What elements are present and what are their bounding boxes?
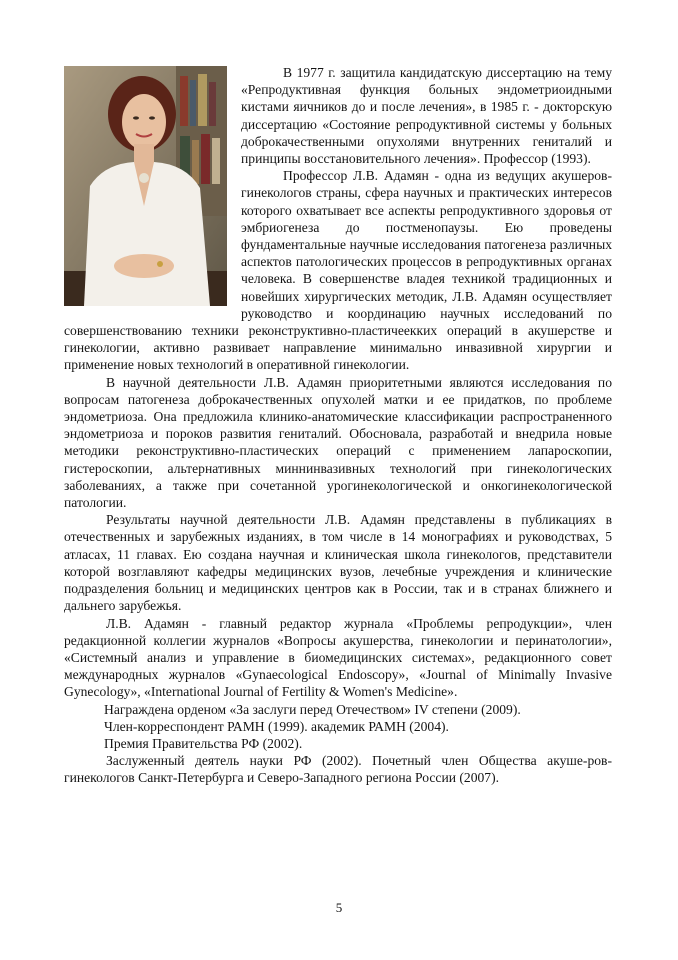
paragraph: В научной деятельности Л.В. Адамян приоритетными являются исследования по вопросам патогенеза доброкачественных опухолей матки и ее придатков, по проблеме эндометриоза. Она предложила клинико-анатомические классификации распространенного эндометриоза и пороков развития гениталий. Обосновала, разработай и внедрила новые методики реконструктивно-пластических операций с применением лапароскопии, гистероскопии, альтернативных миннинвазивных технологий при гинекологических заболеваниях, а также при сочетанной урогинекологической и онкогинекологической патологии. <box>64 374 612 511</box>
award-line: Награждена орденом «За заслуги перед Отечеством» IV степени (2009). <box>104 701 521 717</box>
portrait-illustration <box>64 66 227 306</box>
body-text <box>64 64 612 787</box>
paragraph: Профессор Л.В. Адамян - одна из ведущих акушеров-гинекологов страны, сфера научных и практических интересов которого охватывает все аспекты репродуктивного здоровья от эмбриогенеза до постменопаузы. Ею проведены фундаментальные научные исследования патогенеза различных аспектов патологических процессов в репродуктивных органах человека. В совершенстве владея техникой традиционных и новейших хирургических методик, Л.В. Адамян осуществляет руководство и координацию научных исследований по совершенствованию техники реконструктивно-пластичеекких операций в акушерстве и гинекологии, активно развивает направление минимально инвазивной хирургии и применение новых технологий в оперативной гинекологии. <box>64 168 612 373</box>
paragraph: В 1977 г. защитила кандидатскую диссертацию на тему «Репродуктивная функция больных эндометриоидными кистами яичников до и после лечения», в 1985 г. - докторскую диссертацию «Состояние репродуктивной системы у больных доброкачественными опухолями внутренних гениталий и принципы восстановительного лечения». Профессор (1993). <box>241 65 612 167</box>
page-number: 5 <box>335 900 343 915</box>
portrait-photo <box>64 66 227 306</box>
paragraph: Заслуженный деятель науки РФ (2002). Почетный член Общества акуше-ров-гинекологов Санкт-Петербурга и Северо-Западного региона России (2007). <box>64 753 612 786</box>
award-line: Член-корреспондент РАМН (1999). академик РАМН (2004). <box>104 718 449 734</box>
paragraph: Результаты научной деятельности Л.В. Адамян представлены в публикациях в отечественных и зарубежных изданиях, в том числе в 14 монографиях и руководствах, 5 атласах, 11 главах. Ею создана научная и клиническая школа гинекологов, представители которой возглавляют кафедры медицинских вузов, лечебные учреждения и клинические подразделения больниц и медицинских центров как в России, так и в странах ближнего и дальнего зарубежья. <box>64 512 612 614</box>
paragraph: Л.В. Адамян - главный редактор журнала «Проблемы репродукции», член редакционной коллегии журналов «Вопросы акушерства, гинекологии и перинатологии», «Системный анализ и управление в биомедицинских системах», редакционного совет международных журналов «Gynaecological Endoscopy», «Journal of Minimally Invasive Gynecology», «International Journal of Fertility & Women's Medicine». <box>64 615 612 700</box>
award-line: Премия Правительства РФ (2002). <box>104 735 303 751</box>
